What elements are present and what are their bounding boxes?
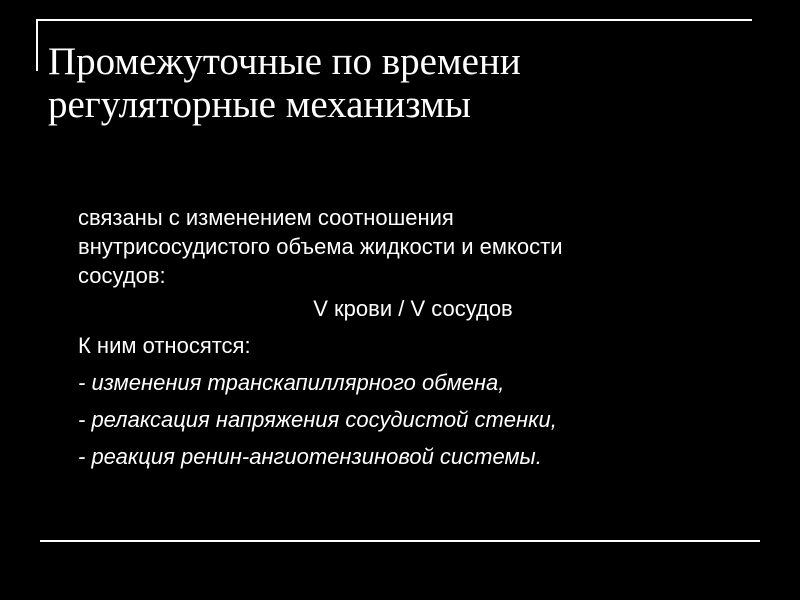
bottom-rule (40, 540, 760, 542)
intro-line-3: сосудов: (78, 263, 166, 288)
intro-line-1: связаны с изменением соотношения (78, 205, 454, 230)
top-rule-tick (36, 19, 38, 71)
intro-line-2: внутрисосудистого объема жидкости и емкости (78, 234, 563, 259)
list-item-3: - реакция ренин-ангиотензиновой системы. (78, 444, 542, 469)
slide-title-line-1: Промежуточные по времени (48, 40, 521, 83)
list-heading: К ним относятся: (78, 333, 251, 358)
list-item-2: - релаксация напряжения сосудистой стенки, (78, 407, 557, 432)
intro-paragraph (78, 203, 738, 290)
slide-title (48, 40, 748, 126)
top-rule (36, 19, 752, 21)
slide-title-line-2: регуляторные механизмы (48, 83, 471, 126)
slide-body (78, 203, 738, 479)
formula: V крови / V сосудов (313, 296, 513, 321)
list-item-1: - изменения транскапиллярного обмена, (78, 370, 505, 395)
